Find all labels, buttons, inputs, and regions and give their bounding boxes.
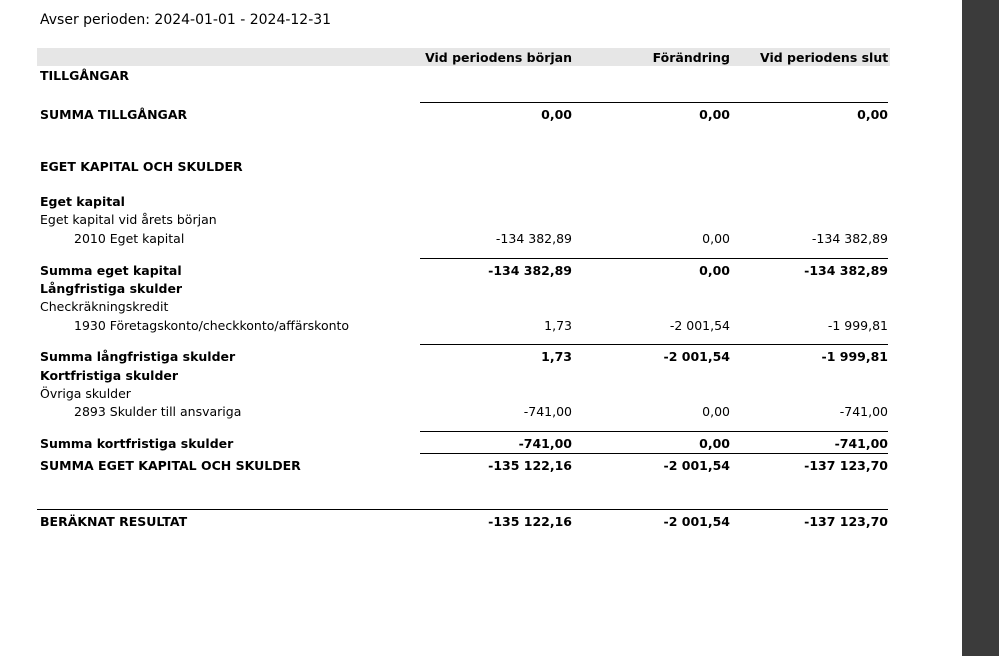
assets-total-end: 0,00	[857, 107, 888, 122]
account-2010-label: 2010 Eget kapital	[74, 231, 185, 246]
result-change: -2 001,54	[663, 514, 730, 529]
grand-total-start: -135 122,16	[488, 458, 572, 473]
grand-total-end: -137 123,70	[804, 458, 888, 473]
account-2893-start: -741,00	[523, 404, 572, 419]
short-term-total-change: 0,00	[699, 436, 730, 451]
grand-total-change: -2 001,54	[663, 458, 730, 473]
equity-total-rule	[420, 258, 888, 259]
long-term-total-label: Summa långfristiga skulder	[40, 349, 236, 364]
result-start: -135 122,16	[488, 514, 572, 529]
period-text: Avser perioden: 2024-01-01 - 2024-12-31	[40, 12, 332, 28]
grand-total-rule	[420, 453, 888, 454]
result-end: -137 123,70	[804, 514, 888, 529]
short-term-total-label: Summa kortfristiga skulder	[40, 436, 234, 451]
assets-total-start: 0,00	[541, 107, 572, 122]
assets-total-rule	[420, 102, 888, 103]
result-rule	[37, 509, 888, 510]
account-2010-end: -134 382,89	[811, 231, 888, 246]
short-term-subheading: Övriga skulder	[40, 386, 131, 401]
equity-total-end: -134 382,89	[804, 263, 888, 278]
long-term-subheading: Checkräkningskredit	[40, 299, 169, 314]
equity-liabilities-heading: EGET KAPITAL OCH SKULDER	[40, 159, 243, 174]
equity-total-change: 0,00	[699, 263, 730, 278]
account-2893-change: 0,00	[702, 404, 730, 419]
column-header-start: Vid periodens början	[425, 50, 572, 65]
long-term-total-start: 1,73	[541, 349, 572, 364]
account-1930-change: -2 001,54	[669, 318, 730, 333]
account-2010-start: -134 382,89	[495, 231, 572, 246]
equity-total-label: Summa eget kapital	[40, 263, 182, 278]
long-term-total-end: -1 999,81	[821, 349, 888, 364]
short-term-total-end: -741,00	[834, 436, 888, 451]
short-term-heading: Kortfristiga skulder	[40, 368, 179, 383]
assets-heading: TILLGÅNGAR	[40, 68, 130, 83]
result-label: BERÄKNAT RESULTAT	[40, 514, 188, 529]
equity-subheading: Eget kapital vid årets början	[40, 212, 217, 227]
account-2010-change: 0,00	[702, 231, 730, 246]
long-term-heading: Långfristiga skulder	[40, 281, 183, 296]
long-term-total-change: -2 001,54	[663, 349, 730, 364]
column-header-end: Vid periodens slut	[760, 50, 889, 65]
equity-total-start: -134 382,89	[488, 263, 572, 278]
account-1930-label: 1930 Företagskonto/checkkonto/affärskonto	[74, 318, 350, 333]
grand-total-label: SUMMA EGET KAPITAL OCH SKULDER	[40, 458, 301, 473]
short-term-total-start: -741,00	[518, 436, 572, 451]
account-2893-end: -741,00	[839, 404, 888, 419]
assets-total-change: 0,00	[699, 107, 730, 122]
assets-total-label: SUMMA TILLGÅNGAR	[40, 107, 188, 122]
equity-heading: Eget kapital	[40, 194, 125, 209]
account-2893-label: 2893 Skulder till ansvariga	[74, 404, 242, 419]
long-term-total-rule	[420, 344, 888, 345]
viewer-scroll-gutter[interactable]	[962, 0, 999, 656]
column-header-change: Förändring	[652, 50, 730, 65]
account-1930-end: -1 999,81	[827, 318, 888, 333]
account-1930-start: 1,73	[544, 318, 572, 333]
short-term-total-rule	[420, 431, 888, 432]
